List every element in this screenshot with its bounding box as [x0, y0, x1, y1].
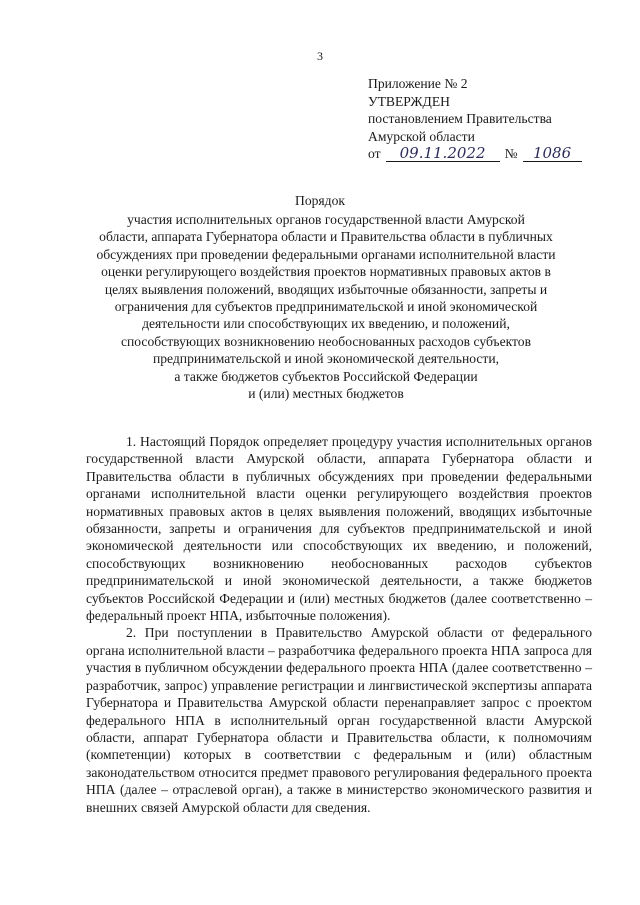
approved-label: УТВЕРЖДЕН: [368, 93, 450, 109]
region-label: Амурской области: [368, 128, 475, 144]
handwritten-number: 1086: [523, 146, 582, 162]
heading-line: ограничения для субъектов предпринимательской и иной экономической: [114, 299, 538, 315]
handwritten-date: 09.11.2022: [386, 146, 500, 162]
heading-line: целях выявления положений, вводящих избыточные обязанности, запреты и: [104, 281, 548, 297]
date-prefix: от: [368, 146, 381, 162]
heading-line: участия исполнительных органов государственной власти Амурской: [127, 212, 525, 227]
resolution-label: постановлением Правительства: [368, 111, 552, 127]
number-prefix: №: [504, 146, 518, 162]
page-number: 3: [317, 49, 323, 63]
heading-line: обсуждениях при проведении федеральными органами исполнительной власти: [96, 246, 556, 262]
appendix-label: Приложение № 2: [368, 76, 468, 91]
paragraph-1: 1. Настоящий Порядок определяет процедуру участия исполнительных органов государственной власти Амурской области, аппарата Губернатора области и Правительства области в публичных обсуждениях при проведении федеральными органами исполнительной власти оценки регулирующего воздействия проектов нормативных правовых актов в целях выявления положений, вводящих избыточные обязанности, запреты и ограничения для субъектов предпринимательской и иной экономической деятельности или способствующих их введению, и положений, способствующих возникновению необоснованных расходов субъектов предпринимательской и иной экономической деятельности, а также бюджетов субъектов Российской Федерации и (или) местных бюджетов (далее соответственно – федеральный проект НПА, избыточные положения).: [86, 434, 592, 624]
approval-block: [368, 75, 608, 163]
paragraph-2: 2. При поступлении в Правительство Амурской области от федерального органа исполнительной власти – разработчика федерального проекта НПА запроса для участия в публичном обсуждении федерального проекта НПА (далее соответственно – разработчик, запрос) управление регистрации и лингвистической экспертизы аппарата Губернатора и Правительства Амурской области перенаправляет запрос с проектом федерального НПА в исполнительный орган государственной власти Амурской области, аппарат Губернатора области и Правительства области, к полномочиям (компетенции) которых в соответствии с федеральным и (или) областным законодательством относится предмет правового регулирования федерального проекта НПА (далее – отраслевой орган), а также в министерство экономического развития и внешних связей Амурской области для сведения.: [86, 625, 592, 815]
heading-line: а также бюджетов субъектов Российской Федерации: [174, 368, 478, 384]
heading-line: деятельности или способствующих их введению, и положений,: [142, 316, 510, 332]
document-body: [86, 433, 592, 816]
heading-line: предпринимательской и иной экономической деятельности,: [152, 351, 500, 367]
heading-line: области, аппарата Губернатора области и Правительства области в публичных: [99, 229, 553, 245]
date-number-line: [368, 145, 608, 163]
document-title: Порядок: [295, 193, 345, 208]
document-heading: [80, 211, 572, 402]
heading-line: оценки регулирующего воздействия проектов нормативных правовых актов в: [101, 264, 551, 280]
heading-line: способствующих возникновению необоснованных расходов субъектов: [120, 333, 532, 349]
heading-line: и (или) местных бюджетов: [248, 386, 404, 402]
